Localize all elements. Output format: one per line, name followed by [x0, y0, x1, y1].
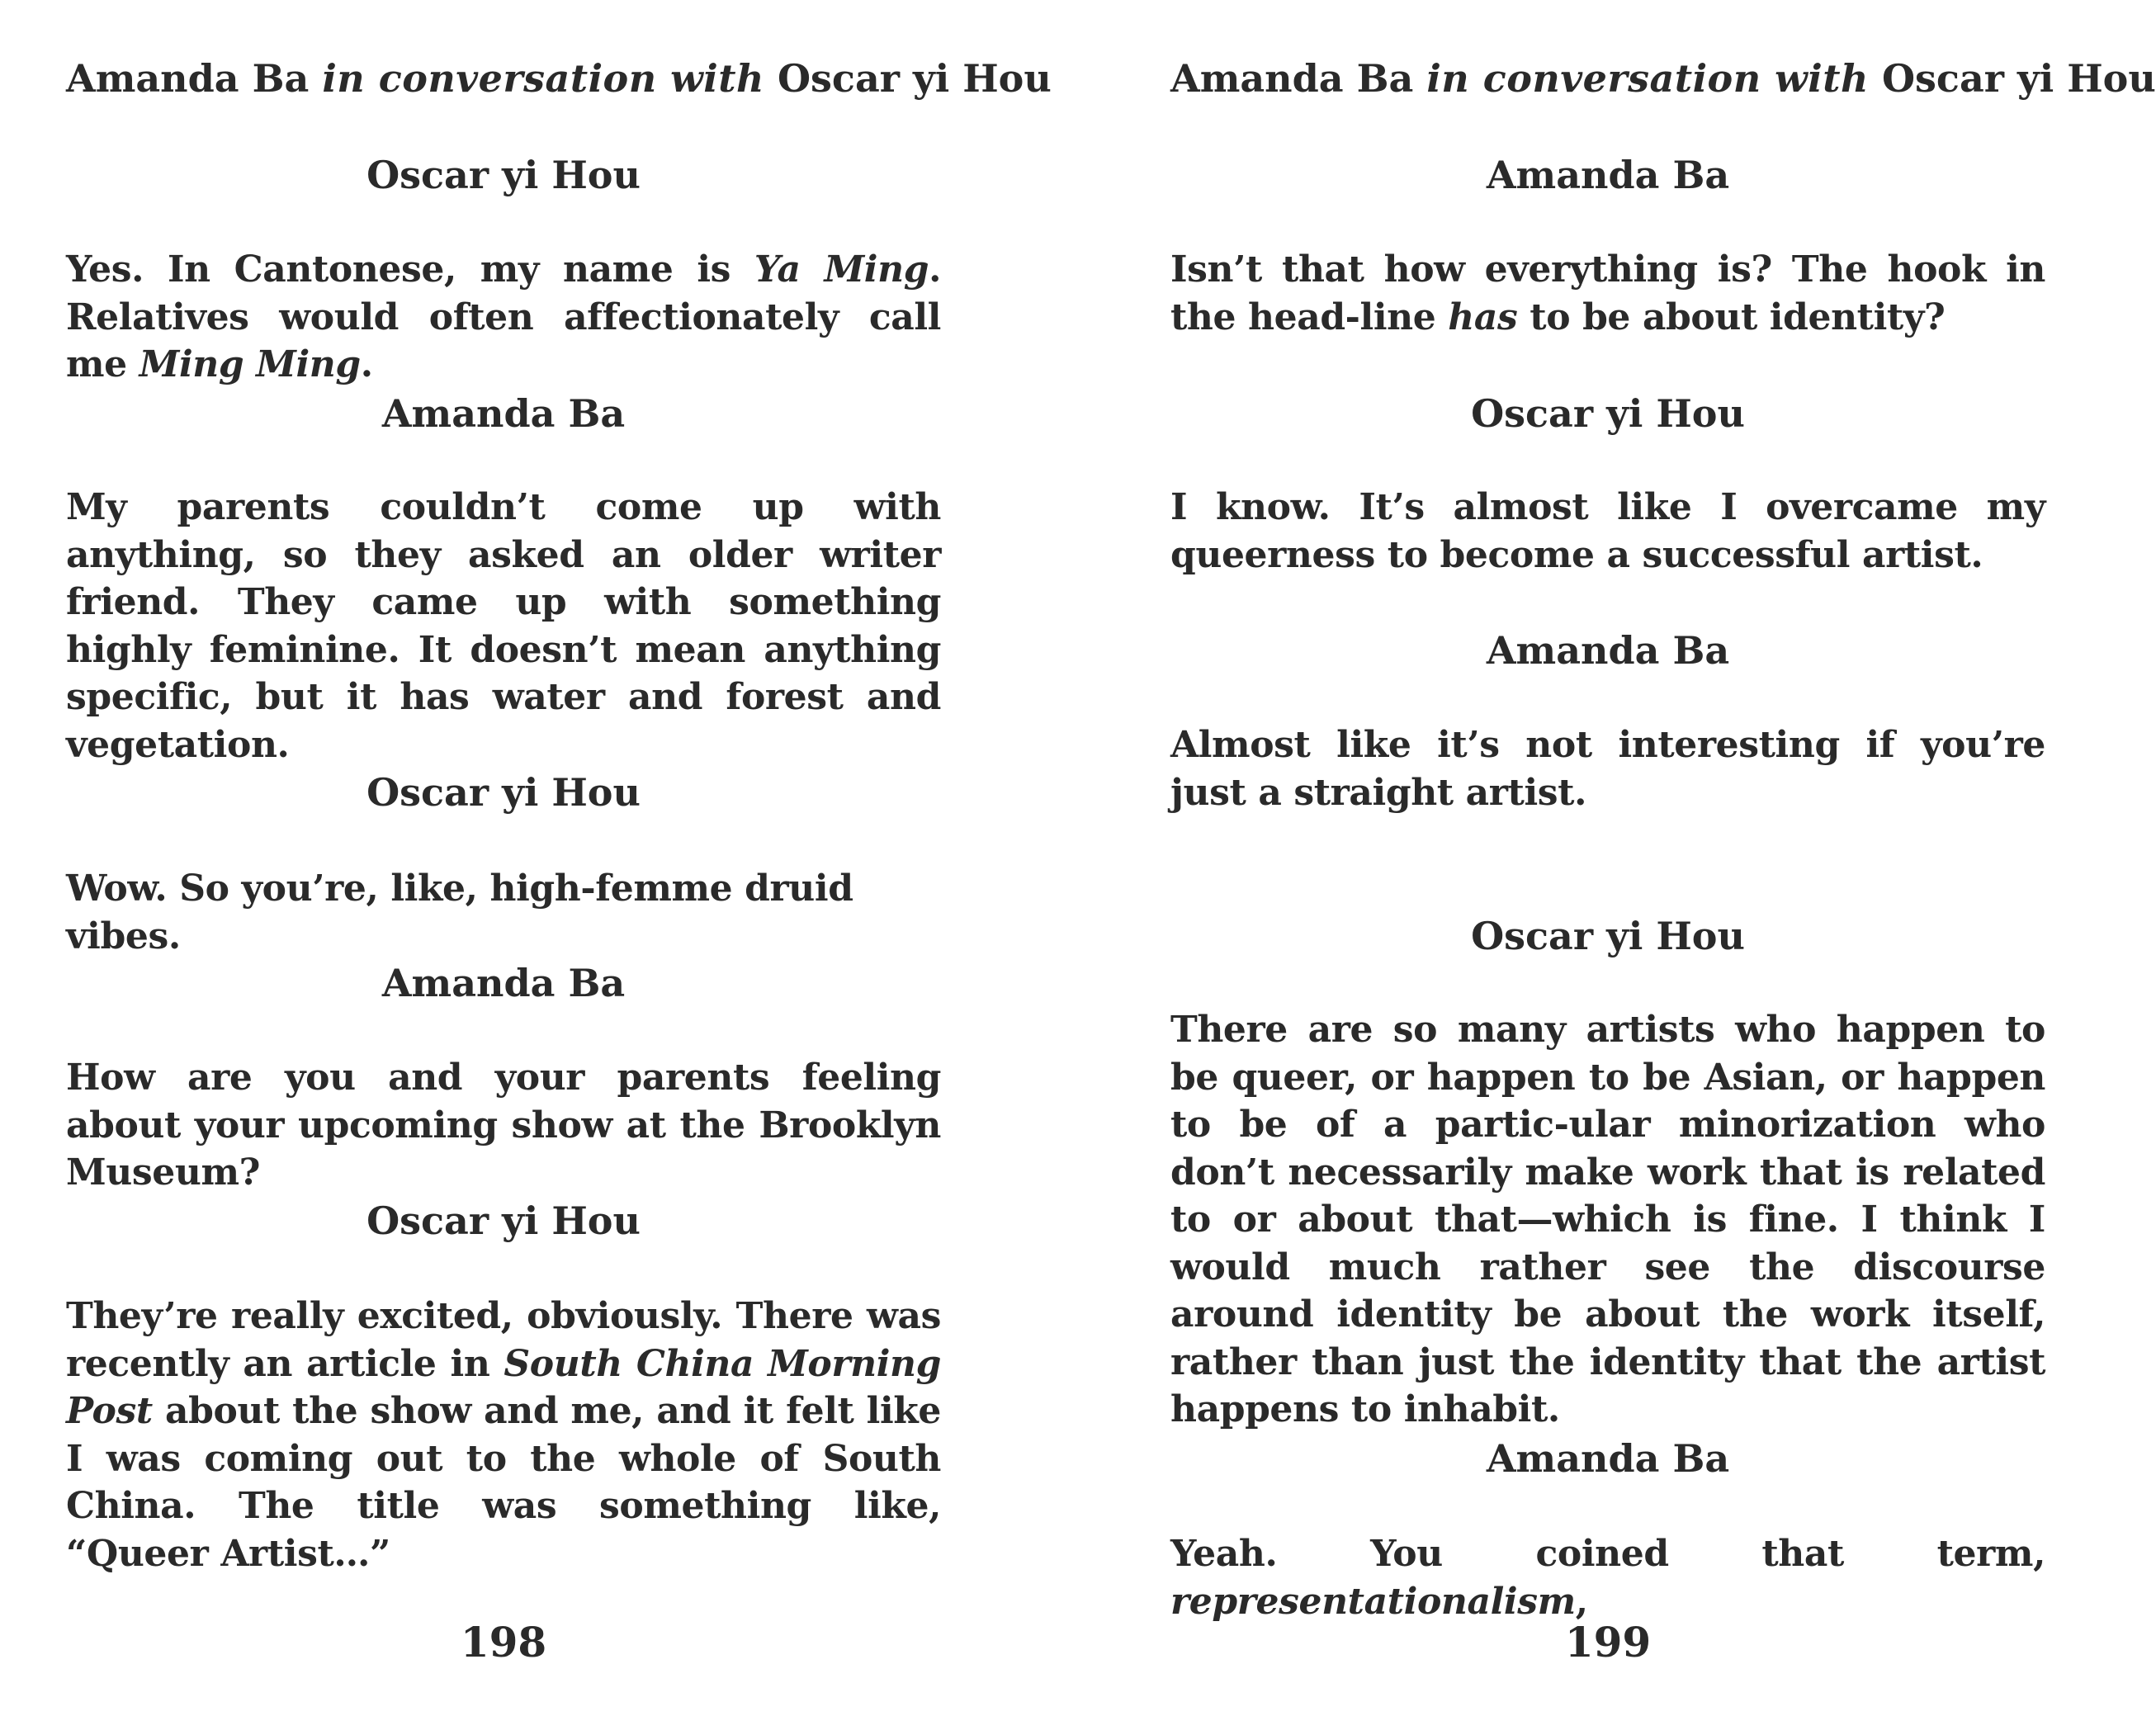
- left-page: [66, 0, 1052, 1735]
- newspaper-title: South China Morning Post: [66, 1342, 941, 1432]
- speaker-label: Amanda Ba: [1486, 628, 1730, 673]
- dialogue-paragraph: I know. It’s almost like I overcame my queerness to become a successful artist.: [1170, 486, 2045, 576]
- text: .: [360, 343, 373, 385]
- dialogue-paragraph: There are so many artists who happen to be queer, or happen to be Asian, or happen to be of a partic-ular minorization who don’t necessarily make work that is related to or about that—which is fine. I think I would much rather see the discourse around identity be about the work itself, rather than just the identity that the artist happens to inhabit.: [1170, 1009, 2045, 1430]
- dialogue-paragraph: How are you and your parents feeling about your upcoming show at the Brooklyn Museum?: [66, 1057, 941, 1194]
- dialogue-paragraph: [1170, 1530, 2045, 1625]
- running-head-connector: in conversation with: [1426, 56, 1869, 101]
- emphasis-has: has: [1448, 295, 1518, 338]
- dialogue-paragraph: Almost like it’s not interesting if you’re just a straight artist.: [1170, 724, 2045, 814]
- text: about the show and me, and it felt like I was coming out to the whole of South China. The title was something like, “Queer Artist…”: [66, 1390, 941, 1575]
- page-number: 199: [1564, 1618, 1652, 1666]
- page-number: 198: [460, 1618, 547, 1666]
- text: Yes. In Cantonese, my name is: [66, 248, 754, 291]
- text: Isn’t that how everything is? The hook in the head-line: [1170, 248, 2045, 338]
- text: Yeah. You coined that term,: [1170, 1533, 2045, 1575]
- dialogue-paragraph: Wow. So you’re, like, high-femme druid vibes.: [66, 868, 853, 957]
- speaker-label: Oscar yi Hou: [366, 1198, 641, 1243]
- text: to be about identity?: [1517, 295, 1946, 338]
- text: They’re really excited, obviously. There was recently an article in: [66, 1295, 941, 1385]
- speaker-label: Oscar yi Hou: [1471, 391, 1745, 436]
- speaker-label: Oscar yi Hou: [366, 770, 641, 815]
- running-head: [66, 56, 1052, 101]
- dialogue-paragraph: My parents couldn’t come up with anything, so they asked an older writer friend. They came up with something highly feminine. It doesn’t mean anything specific, but it has water and forest and vegetation.: [66, 486, 941, 766]
- running-head: [1170, 56, 2156, 101]
- speaker-label: Oscar yi Hou: [366, 153, 641, 197]
- speaker-label: Amanda Ba: [381, 391, 626, 436]
- term-representationalism: representationalism: [1170, 1580, 1576, 1623]
- text: . Relatives would often affectionately call me: [66, 248, 941, 385]
- dialogue-paragraph: [66, 246, 941, 389]
- running-head-name-a: Amanda Ba: [1170, 56, 1414, 101]
- right-page: [1170, 0, 2156, 1735]
- running-head-name-b: Oscar yi Hou: [777, 56, 1052, 101]
- name-ya-ming: Ya Ming: [754, 248, 929, 291]
- dialogue-paragraph: [1170, 246, 2045, 341]
- speaker-label: Amanda Ba: [1486, 1436, 1730, 1481]
- name-ming-ming: Ming Ming: [139, 343, 361, 385]
- speaker-label: Oscar yi Hou: [1471, 914, 1745, 958]
- speaker-label: Amanda Ba: [381, 961, 626, 1005]
- text: ,: [1575, 1580, 1588, 1623]
- dialogue-paragraph: [66, 1293, 941, 1577]
- running-head-name-b: Oscar yi Hou: [1881, 56, 2156, 101]
- running-head-name-a: Amanda Ba: [66, 56, 310, 101]
- speaker-label: Amanda Ba: [1486, 153, 1730, 197]
- running-head-connector: in conversation with: [322, 56, 764, 101]
